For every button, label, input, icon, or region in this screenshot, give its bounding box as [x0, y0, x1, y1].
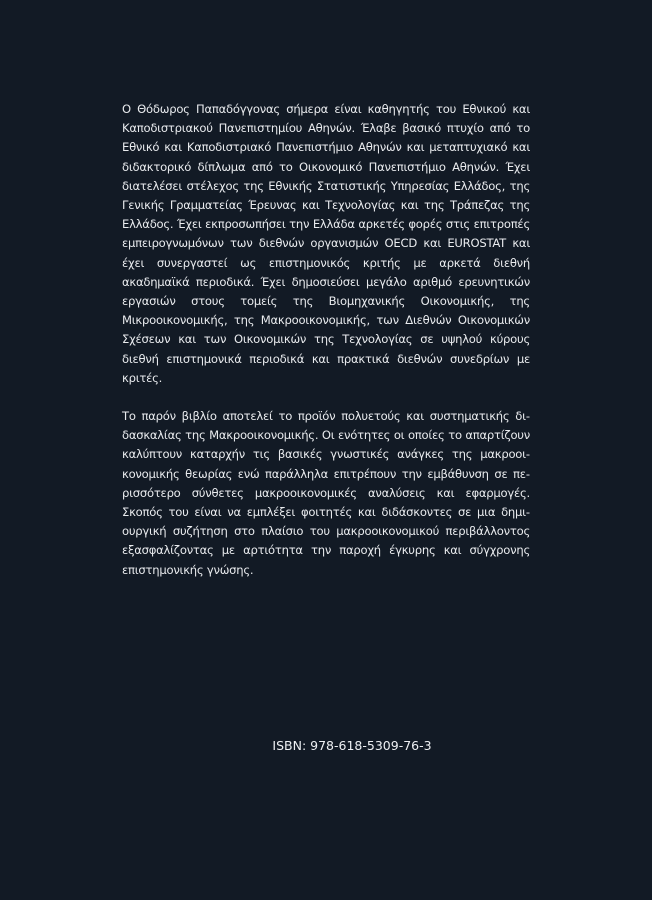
back-cover-blurb: [122, 100, 530, 580]
author-bio-paragraph: Ο Θόδωρος Παπαδόγγονας σήμερα είναι καθηγητής του Εθνικού και Καποδιστριακού Πανεπιστημίου Αθηνών. Έλαβε βασικό πτυχίο από το Εθνικό και Καποδιστριακό Πανεπιστήμιο Αθηνών και μεταπτυχιακό και διδακτορικό δίπλωμα από το Οικονομικό Πανεπιστήμιο Αθηνών. Έχει διατελέσει στέλεχος της Εθνικής Στατιστικής Υπηρεσίας Ελλάδος, της Γενικής Γραμματείας Έρευνας και Τεχνολογίας και της Τράπεζας της Ελλάδος. Έχει εκπροσωπήσει την Ελλάδα αρκετές φορές στις επιτροπές εμπειρογνωμόνων των διεθνών οργανισμών OECD και EUROSTAT και έχει συνεργαστεί ως επιστημονικός κριτής με αρκετά διεθνή ακαδημαϊκά περιοδικά. Έχει δημοσιεύσει μεγάλο αριθμό ερευνητικών εργασιών στους τομείς της Βιομηχανικής Οικονομικής, της Μικροοικονομικής, της Μακροοικονομικής, των Διεθνών Οικονομικών Σχέσεων και των Οικονομικών της Τεχνολογίας σε υψηλού κύρους διεθνή επιστημονικά περιοδικά και πρακτικά διεθνών συνεδρίων με κριτές.: [122, 102, 530, 385]
isbn-label: ISBN: 978-618-5309-76-3: [272, 738, 432, 753]
book-description-paragraph: Το παρόν βιβλίο αποτελεί το προϊόν πολυετούς και συστηματικής διδασκαλίας της Μακροοικονομικής. Οι ενότητες οι οποίες το απαρτίζουν καλύπτουν καταρχήν τις βασικές γνωστικές ανάγκες της μακροοικονομικής θεωρίας ενώ παράλληλα επιτρέπουν την εμβάθυνση σε περισσότερο σύνθετες μακροοικονομικές αναλύσεις και εφαρμογές. Σκοπός του είναι να εμπλέξει φοιτητές και διδάσκοντες σε μια δημιουργική συζήτηση στο πλαίσιο του μακροοικονομικού περιβάλλοντος εξασφαλίζοντας με αρτιότητα την παροχή έγκυρης και σύγχρονης επιστημονικής γνώσης.: [122, 409, 530, 577]
